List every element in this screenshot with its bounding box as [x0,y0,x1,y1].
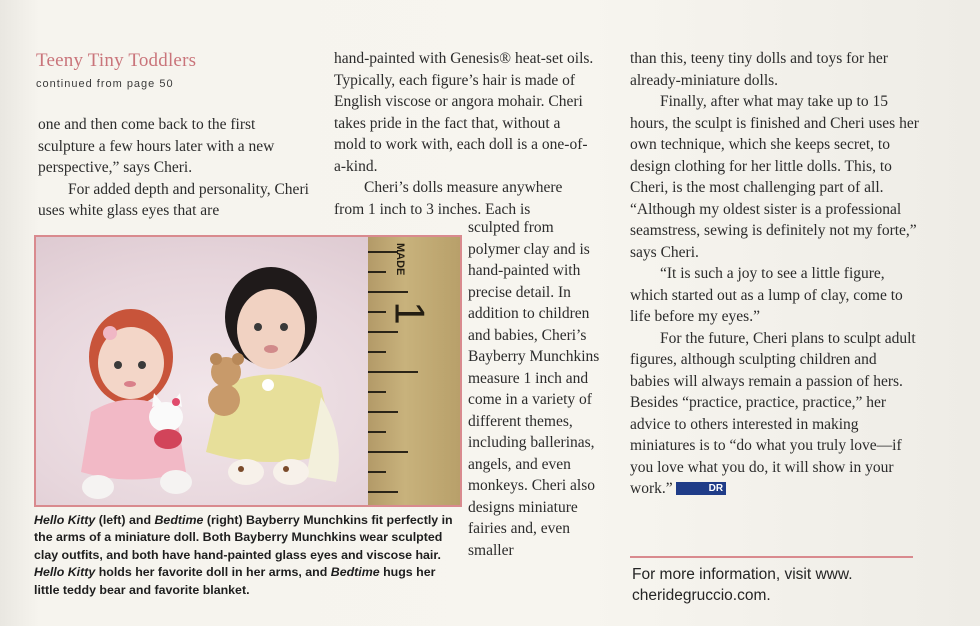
ruler-inch-mark: 1 [386,301,434,325]
caption-doll-name: Bedtime [154,513,204,527]
paragraph-text: For the future, Cheri plans to sculpt adult figures, although sculpting children and babies will always remain a passion of hers. Besides “practice, practice, practice,” her advice to others interested in making miniatures is to “do what you truly love—if you love what you do, it will show in your work.” [630,329,916,497]
column-2 [334,48,596,220]
continued-note: continued from page 50 [36,78,174,90]
paragraph: Cheri’s dolls measure anywhere from 1 inch to 3 inches. Each is [334,179,563,218]
paragraph: Finally, after what may take up to 15 hours, the sculpt is finished and Cheri uses her own technique, which she keeps secret, to design clothing for her little dolls. This, to Cheri, is the most challenging part of all. “Although my oldest sister is a professional seamstress, sewing is definitely not my forte,” says Cheri. [630,93,919,261]
caption-doll-name: Hello Kitty [34,565,96,580]
paragraph: sculpted from polymer clay and is hand-painted with precise detail. In addition to children and babies, Cheri’s Bayberry Munchkins measure 1 inch and come in a variety of different themes, including ballerinas, angels, and even monkeys. Cheri also designs miniature fairies and, even smaller [468,219,600,559]
column-2-wrap [468,217,608,561]
caption-text: holds her favorite doll in her arms, and [95,565,331,580]
caption-text: hugs her little teddy bear and favorite blanket. [34,565,436,597]
paragraph [630,328,920,500]
paragraph: than this, teeny tiny dolls and toys for her already-miniature dolls. [630,50,888,89]
dolls-illustration [36,237,376,505]
caption-doll-name: Bedtime [330,565,380,580]
right-doll-face [237,289,305,369]
caption-text: (right) Bayberry Munchkins fit perfectly in the arms of a miniature doll. Both Bayberry Munchkins wear sculpted clay outfits, and both have hand-painted glass eyes and viscose hair. [34,513,453,562]
caption-doll-name: Hello Kitty [34,513,96,527]
doll-photo [34,235,462,507]
kitty-toy [149,402,183,432]
paragraph: “It is such a joy to see a little figure, which started out as a lump of clay, come to life before my eyes.” [630,265,903,325]
column-3 [630,48,920,500]
caption-text: (left) and [95,513,155,527]
more-info: For more information, visit www. cheridegruccio.com. [632,566,853,604]
article-title: Teeny Tiny Toddlers [36,50,197,71]
ruler [368,237,460,505]
end-badge: DR [676,482,726,495]
ruler-brand: MADE [394,243,406,276]
column-1 [38,114,316,222]
paragraph: hand-painted with Genesis® heat-set oils. Typically, each figure’s hair is made of English viscose or angora mohair. Cheri takes pride in the fact that, without a mold to work with, each doll is a one-of-a-kind. [334,50,594,175]
section-divider [630,556,913,558]
photo-caption [34,512,464,599]
paragraph: For added depth and personality, Cheri uses white glass eyes that are [38,180,309,219]
paragraph: one and then come back to the first sculpture a few hours later with a new perspective,” says Cheri. [38,116,275,176]
